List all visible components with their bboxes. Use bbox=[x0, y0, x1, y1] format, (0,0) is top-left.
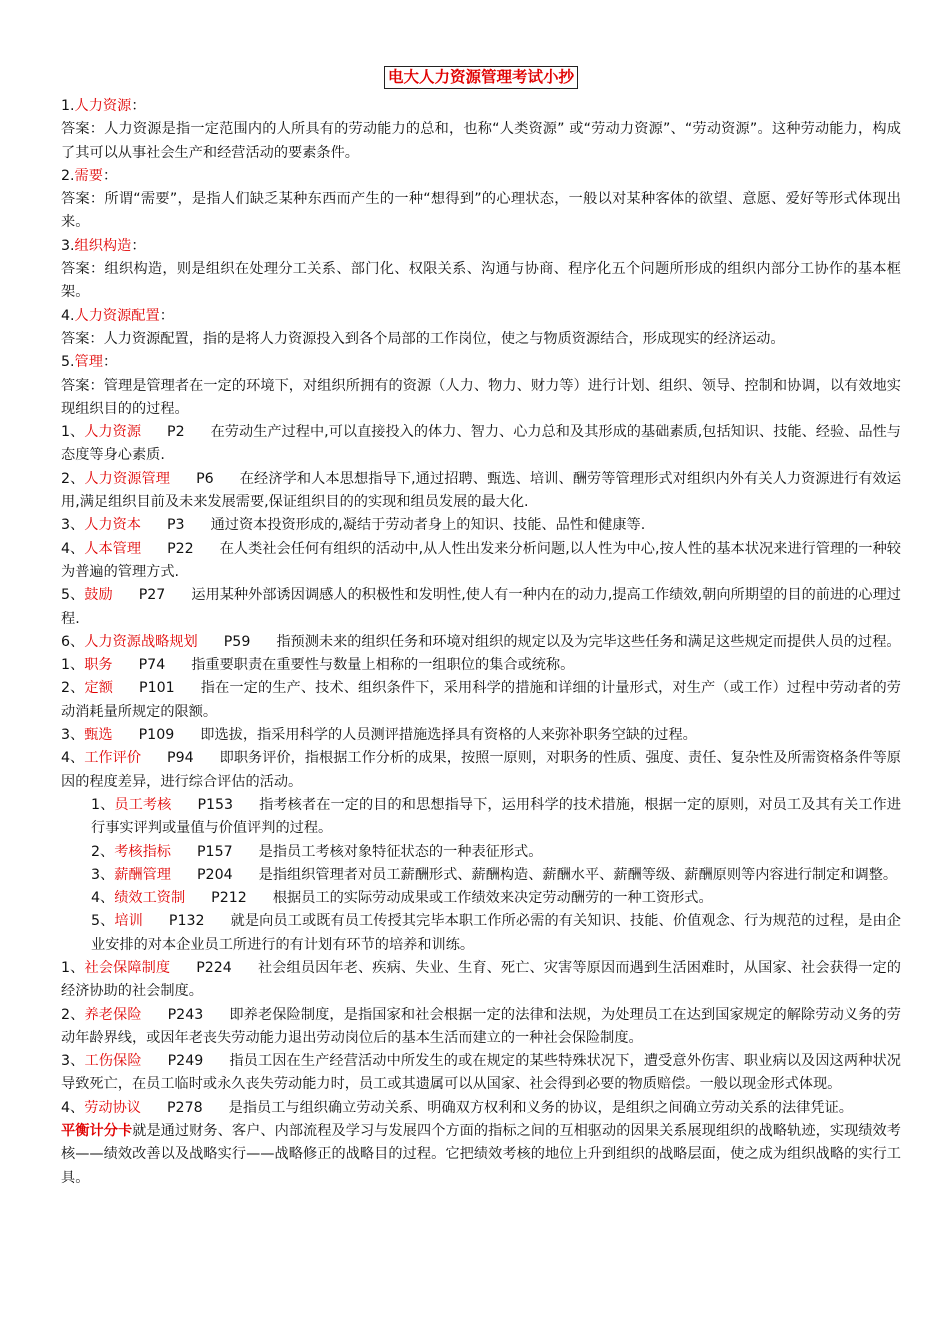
definition-entry bbox=[61, 910, 901, 957]
answer-prefix: 答案： bbox=[61, 261, 105, 278]
definition-term: 培训 bbox=[114, 913, 143, 930]
qa-num: 5. bbox=[61, 354, 75, 371]
definition-term: 工伤保险 bbox=[84, 1053, 142, 1070]
definition-page-ref: P27 bbox=[138, 587, 166, 604]
definition-number: 4、 bbox=[91, 890, 115, 907]
definition-term: 人力资源战略规划 bbox=[84, 633, 198, 650]
definition-text: 就是向员工或既有员工传授其完毕本职工作所必需的有关知识、技能、价值观念、行为规范的过程，是由企业安排的对本企业员工所进行的有计划有环节的培养和训练。 bbox=[91, 913, 901, 953]
definition-term: 社会保障制度 bbox=[84, 959, 171, 976]
qa-num: 4. bbox=[61, 307, 75, 324]
definition-entry bbox=[61, 538, 901, 585]
definition-entry bbox=[61, 747, 901, 794]
qa-answer-text: 所谓“需要”，是指人们缺乏某种东西而产生的一种“想得到”的心理状态，一般以对某种客体的欲望、意愿、爱好等形式体现出来。 bbox=[61, 191, 901, 231]
definition-number: 2、 bbox=[91, 843, 115, 860]
definition-number: 1、 bbox=[61, 424, 85, 441]
definition-term: 薪酬管理 bbox=[114, 866, 171, 883]
qa-colon: ： bbox=[102, 354, 118, 371]
qa-colon: ： bbox=[102, 167, 118, 184]
definition-page-ref: P22 bbox=[167, 540, 194, 557]
definition-text: 即职务评价，指根据工作分析的成果，按照一原则，对职务的性质、强度、责任、复杂性及所需资格条件等原因的程度差异，进行综合评估的活动。 bbox=[61, 750, 901, 790]
definition-entry bbox=[61, 468, 901, 515]
definition-number: 4、 bbox=[61, 540, 85, 557]
final-text: 就是通过财务、客户、内部流程及学习与发展四个方面的指标之间的互相驱动的因果关系展现组织的战略轨迹，实现绩效考核——绩效改善以及战略实行——战略修正的战略目的过程。它把绩效考核的地位上升到组织的战略层面，使之成为组织战略的实行工具。 bbox=[61, 1123, 901, 1186]
definition-number: 1、 bbox=[61, 959, 85, 976]
definition-term: 人力资本 bbox=[84, 517, 141, 534]
final-term: 平衡计分卡 bbox=[61, 1123, 133, 1140]
qa-answer-text: 人力资源是指一定范围内的人所具有的劳动能力的总和，也称“人类资源” 或“劳动力资源”、“劳动资源”。这种劳动能力，构成了其可以从事社会生产和经营活动的要素条件。 bbox=[61, 121, 901, 161]
definition-entry bbox=[61, 514, 901, 537]
definition-page-ref: P132 bbox=[168, 913, 205, 930]
definition-text: 在人类社会任何有组织的活动中,从人性出发来分析问题,以人性为中心,按人性的基本状况来进行管理的一种较为普遍的管理方式. bbox=[61, 540, 901, 580]
definition-number: 2、 bbox=[61, 1006, 85, 1023]
definition-page-ref: P101 bbox=[139, 680, 175, 697]
definition-text: 在劳动生产过程中,可以直接投入的体力、智力、心力总和及其形成的基础素质,包括知识、技能、经验、品性与态度等身心素质. bbox=[61, 424, 901, 464]
definition-number: 2、 bbox=[61, 470, 85, 487]
answer-prefix: 答案： bbox=[61, 121, 105, 138]
definition-number: 2、 bbox=[61, 680, 85, 697]
definition-number: 3、 bbox=[61, 517, 85, 534]
definition-entry bbox=[61, 654, 901, 677]
document-title: 电大人力资源管理考试小抄 bbox=[384, 66, 578, 89]
definition-page-ref: P243 bbox=[167, 1006, 204, 1023]
qa-answer bbox=[61, 188, 901, 235]
qa-term: 人力资源 bbox=[74, 98, 132, 114]
qa-question bbox=[61, 351, 901, 374]
definition-term: 职务 bbox=[84, 657, 113, 674]
definition-term: 员工考核 bbox=[114, 796, 172, 813]
qa-question bbox=[61, 305, 901, 328]
definition-term: 人力资源管理 bbox=[84, 470, 171, 487]
qa-section bbox=[61, 95, 901, 421]
definition-entry bbox=[61, 957, 901, 1004]
definition-term: 工作评价 bbox=[84, 750, 142, 767]
definition-term: 鼓励 bbox=[84, 587, 113, 604]
qa-colon: ： bbox=[131, 237, 146, 254]
definition-text: 即养老保险制度，是指国家和社会根据一定的法律和法规，为处理员工在达到国家规定的解除劳动义务的劳动年龄界线，或因年老丧失劳动能力退出劳动岗位后的基本生活而建立的一种社会保险制度。 bbox=[61, 1006, 901, 1046]
answer-prefix: 答案： bbox=[61, 330, 104, 347]
definition-text: 指重要职责在重要性与数量上相称的一组职位的集合或统称。 bbox=[191, 657, 575, 674]
definition-page-ref: P249 bbox=[167, 1053, 204, 1070]
definition-page-ref: P59 bbox=[223, 633, 251, 650]
qa-term: 组织构造 bbox=[74, 237, 132, 254]
definition-page-ref: P204 bbox=[196, 866, 233, 883]
final-paragraph bbox=[61, 1120, 901, 1190]
definition-number: 5、 bbox=[91, 913, 115, 930]
qa-num: 2. bbox=[61, 167, 75, 184]
definition-text: 通过资本投资形成的,凝结于劳动者身上的知识、技能、品性和健康等. bbox=[210, 517, 646, 534]
definition-text: 是指组织管理者对员工薪酬形式、薪酬构造、薪酬水平、薪酬等级、薪酬原则等内容进行制定和调整。 bbox=[258, 866, 898, 883]
definition-page-ref: P74 bbox=[138, 657, 166, 674]
qa-answer-text: 管理是管理者在一定的环境下，对组织所拥有的资源（人力、物力、财力等）进行计划、组织、领导、控制和协调，以有效地实现组织目的的过程。 bbox=[61, 377, 901, 417]
qa-answer bbox=[61, 328, 901, 351]
definition-text: 即选拔，指采用科学的人员测评措施选择具有资格的人来弥补职务空缺的过程。 bbox=[200, 727, 697, 744]
definition-page-ref: P3 bbox=[166, 517, 185, 534]
qa-answer-text: 人力资源配置，指的是将人力资源投入到各个局部的工作岗位，使之与物质资源结合，形成现实的经济运动。 bbox=[103, 330, 785, 347]
definition-text: 指员工因在生产经营活动中所发生的或在规定的某些特殊状况下，遭受意外伤害、职业病以及因这两种状况导致死亡，在员工临时或永久丧失劳动能力时，员工或其遗属可以从国家、社会得到必要的物质赔偿。一般以现金形式体现。 bbox=[61, 1053, 901, 1093]
answer-prefix: 答案： bbox=[61, 377, 104, 394]
qa-num: 1. bbox=[61, 98, 75, 114]
definition-page-ref: P278 bbox=[166, 1099, 203, 1116]
definition-page-ref: P2 bbox=[167, 424, 185, 441]
definition-page-ref: P109 bbox=[138, 727, 175, 744]
definition-text: 指考核者在一定的目的和思想指导下，运用科学的技术措施，根据一定的原则，对员工及其有关工作进行事实评判或量值与价值评判的过程。 bbox=[91, 796, 901, 837]
definition-entry bbox=[61, 841, 901, 864]
definition-entry bbox=[61, 887, 901, 910]
definition-number: 3、 bbox=[61, 727, 85, 744]
definition-text: 指预测未来的组织任务和环境对组织的规定以及为完毕这些任务和满足这些规定而提供人员的过程。 bbox=[276, 633, 901, 650]
definition-number: 1、 bbox=[61, 657, 85, 674]
definitions-section bbox=[61, 421, 901, 1120]
qa-term: 管理 bbox=[74, 354, 103, 371]
definition-entry bbox=[61, 794, 901, 841]
qa-answer bbox=[61, 375, 901, 422]
answer-prefix: 答案： bbox=[61, 191, 105, 208]
definition-entry bbox=[61, 1004, 901, 1051]
definition-term: 养老保险 bbox=[84, 1006, 142, 1023]
qa-term: 需要 bbox=[74, 167, 103, 184]
definition-entry bbox=[61, 584, 901, 631]
title-wrap bbox=[61, 66, 901, 89]
qa-answer bbox=[61, 118, 901, 165]
qa-answer bbox=[61, 258, 901, 305]
definition-text: 指在一定的生产、技术、组织条件下，采用科学的措施和详细的计量形式，对生产（或工作）过程中劳动者的劳动消耗量所规定的限额。 bbox=[61, 680, 901, 720]
definition-number: 3、 bbox=[61, 1053, 85, 1070]
definition-entry bbox=[61, 421, 901, 468]
document-page bbox=[61, 62, 901, 1190]
definition-entry bbox=[61, 1050, 901, 1097]
definition-page-ref: P157 bbox=[196, 843, 233, 860]
definition-page-ref: P94 bbox=[167, 750, 194, 767]
definition-entry bbox=[61, 864, 901, 887]
definition-number: 3、 bbox=[91, 866, 115, 883]
qa-question bbox=[61, 235, 901, 258]
definition-term: 人力资源 bbox=[84, 424, 142, 441]
definition-number: 1、 bbox=[91, 796, 115, 813]
definition-page-ref: P212 bbox=[211, 890, 247, 907]
definition-page-ref: P224 bbox=[196, 959, 232, 976]
definition-entry bbox=[61, 677, 901, 724]
definition-text: 运用某种外部诱因调感人的积极性和发明性,使人有一种内在的动力,提高工作绩效,朝向所期望的目的前进的心理过程. bbox=[61, 587, 901, 627]
qa-colon: ： bbox=[131, 98, 146, 114]
definition-number: 6、 bbox=[61, 633, 85, 650]
definition-term: 劳动协议 bbox=[84, 1099, 141, 1116]
definition-term: 定额 bbox=[84, 680, 114, 697]
definition-term: 绩效工资制 bbox=[114, 890, 186, 907]
definition-entry bbox=[61, 631, 901, 654]
definition-term: 考核指标 bbox=[114, 843, 171, 860]
definition-entry bbox=[61, 724, 901, 747]
definition-text: 是指员工与组织确立劳动关系、明确双方权利和义务的协议，是组织之间确立劳动关系的法律凭证。 bbox=[228, 1099, 853, 1116]
definition-page-ref: P6 bbox=[196, 470, 214, 487]
definition-entry bbox=[61, 1097, 901, 1120]
qa-colon: ： bbox=[159, 307, 174, 324]
qa-answer-text: 组织构造，则是组织在处理分工关系、部门化、权限关系、沟通与协商、程序化五个问题所形成的组织内部分工协作的基本框架。 bbox=[61, 261, 901, 301]
definition-number: 4、 bbox=[61, 1099, 85, 1116]
definition-text: 根据员工的实际劳动成果或工作绩效来决定劳动酬劳的一种工资形式。 bbox=[272, 890, 713, 907]
definition-number: 4、 bbox=[61, 750, 85, 767]
definition-text: 是指员工考核对象特征状态的一种表征形式。 bbox=[258, 843, 543, 860]
definition-term: 甄选 bbox=[84, 727, 113, 744]
definition-text: 在经济学和人本思想指导下,通过招聘、甄选、培训、酬劳等管理形式对组织内外有关人力资源进行有效运用,满足组织目前及未来发展需要,保证组织目的的实现和组员发展的最大化. bbox=[61, 470, 902, 511]
definition-text: 社会组员因年老、疾病、失业、生育、死亡、灾害等原因而遇到生活困难时，从国家、社会获得一定的经济协助的社会制度。 bbox=[61, 959, 901, 1000]
definition-number: 5、 bbox=[61, 587, 85, 604]
definition-page-ref: P153 bbox=[197, 796, 234, 813]
qa-question bbox=[61, 165, 901, 188]
qa-term: 人力资源配置 bbox=[74, 307, 160, 324]
qa-num: 3. bbox=[61, 237, 75, 254]
definition-term: 人本管理 bbox=[84, 540, 142, 557]
qa-question bbox=[61, 95, 901, 118]
